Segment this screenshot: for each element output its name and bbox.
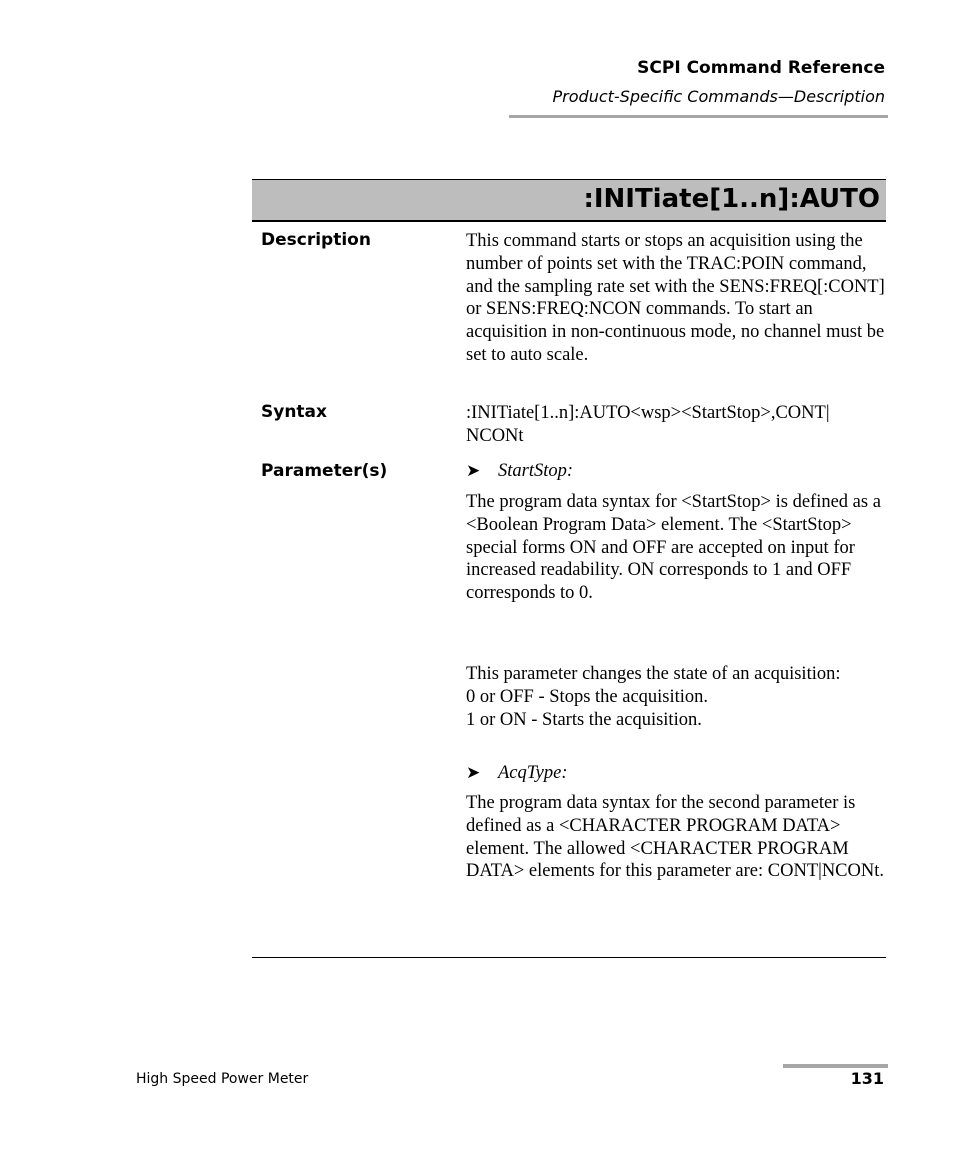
description-label: Description bbox=[261, 230, 371, 250]
syntax-line-1: :INITiate[1..n]:AUTO<wsp><StartStop>,CONT| bbox=[466, 403, 830, 423]
parameter-startstop bbox=[466, 461, 573, 482]
footer-rule bbox=[783, 1064, 888, 1068]
parameter-name: AcqType: bbox=[498, 763, 568, 783]
arrow-bullet-icon: ➤ bbox=[466, 763, 481, 782]
parameter-state-text: This parameter changes the state of an acquisition: bbox=[466, 664, 841, 684]
syntax-label: Syntax bbox=[261, 402, 327, 422]
page-number: 131 bbox=[850, 1069, 884, 1088]
parameters-label: Parameter(s) bbox=[261, 461, 388, 481]
parameter-acqtype-description: The program data syntax for the second parameter is defined as a <CHARACTER PROGRAM DATA> element. The allowed <CHARACTER PROGRAM DATA> elements for this parameter are: CONT|NCONt. bbox=[466, 793, 885, 882]
parameter-acqtype bbox=[466, 763, 568, 784]
table-bottom-rule bbox=[252, 957, 886, 958]
running-header-subsection: Product-Specific Commands—Description bbox=[552, 87, 885, 106]
arrow-bullet-icon: ➤ bbox=[466, 461, 481, 480]
footer-product-name: High Speed Power Meter bbox=[136, 1071, 309, 1087]
description-text: This command starts or stops an acquisition using the number of points set with the TRAC:POIN command, and the sampling rate set with the SENS:FREQ[:CONT] or SENS:FREQ:NCON commands. To start an acquisition in non-continuous mode, no channel must be set to auto scale. bbox=[466, 231, 885, 365]
header-rule bbox=[509, 115, 888, 118]
syntax-line-2: NCONt bbox=[466, 425, 524, 446]
syntax-text bbox=[466, 402, 886, 448]
parameter-startstop-state bbox=[466, 663, 886, 731]
parameter-name: StartStop: bbox=[498, 461, 574, 481]
parameter-option-off: 0 or OFF - Stops the acquisition. bbox=[466, 686, 709, 707]
parameter-option-on: 1 or ON - Starts the acquisition. bbox=[466, 709, 702, 730]
command-title-bar bbox=[252, 179, 886, 222]
running-header-section: SCPI Command Reference bbox=[637, 58, 885, 78]
command-title: :INITiate[1..n]:AUTO bbox=[583, 184, 880, 214]
parameter-startstop-description: The program data syntax for <StartStop> is defined as a <Boolean Program Data> element. The <StartStop> special forms ON and OFF are accepted on input for increased readability. ON corresponds to 1 and OFF corresponds to 0. bbox=[466, 492, 881, 604]
